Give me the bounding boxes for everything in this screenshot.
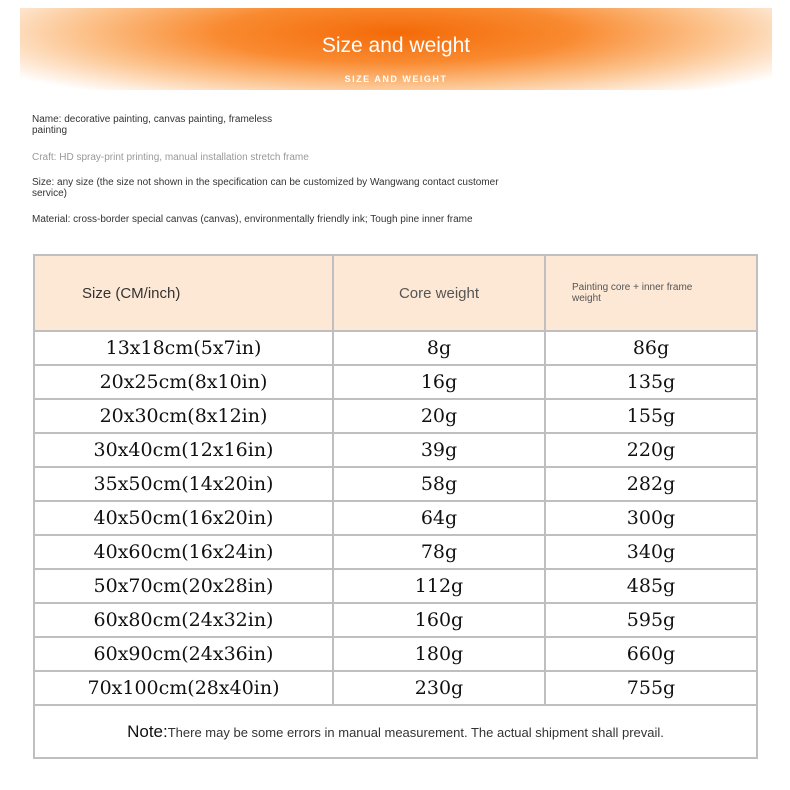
total-weight-cell: 155g [545,399,757,433]
size-info-line1: Size: any size (the size not shown in the specification can be customized by Wangwang contact customer [32,177,499,188]
core-weight-cell: 16g [333,365,545,399]
total-weight-cell: 660g [545,637,757,671]
total-weight-cell: 755g [545,671,757,705]
core-weight-cell: 160g [333,603,545,637]
table-row [34,467,757,501]
size-cell: 60x90cm(24x36in) [34,637,333,671]
total-weight-cell: 282g [545,467,757,501]
table-row [34,433,757,467]
banner-title: Size and weight [321,34,471,57]
product-name-line1: Name: decorative painting, canvas painting, frameless [32,114,273,125]
core-weight-cell: 112g [333,569,545,603]
note-row [34,705,757,758]
header-size: Size (CM/inch) [34,255,333,331]
total-weight-cell: 595g [545,603,757,637]
core-weight-cell: 78g [333,535,545,569]
total-weight-cell: 220g [545,433,757,467]
table-row [34,331,757,365]
size-cell: 40x50cm(16x20in) [34,501,333,535]
table-header-row [34,255,757,331]
note-text: There may be some errors in manual measurement. The actual shipment shall prevail. [167,724,664,740]
table-row [34,671,757,705]
material-info: Material: cross-border special canvas (canvas), environmentally friendly ink; Tough pine inner frame [32,214,473,225]
core-weight-cell: 58g [333,467,545,501]
size-cell: 70x100cm(28x40in) [34,671,333,705]
header-frame-weight-line1: Painting core + inner frame [572,282,693,293]
banner-subtitle: SIZE AND WEIGHT [344,74,448,84]
size-cell: 20x25cm(8x10in) [34,365,333,399]
core-weight-cell: 8g [333,331,545,365]
craft-info: Craft: HD spray-print printing, manual installation stretch frame [32,152,309,163]
table-row [34,501,757,535]
table-row [34,535,757,569]
total-weight-cell: 485g [545,569,757,603]
header-frame-weight-line2: weight [572,293,601,304]
size-cell: 35x50cm(14x20in) [34,467,333,501]
header-frame-weight [545,255,757,331]
size-info-line2: service) [32,188,68,199]
table-row [34,603,757,637]
core-weight-cell: 39g [333,433,545,467]
note-label: Note: [127,721,168,741]
product-name-info [32,114,272,136]
total-weight-cell: 340g [545,535,757,569]
size-cell: 30x40cm(12x16in) [34,433,333,467]
size-cell: 40x60cm(16x24in) [34,535,333,569]
total-weight-cell: 86g [545,331,757,365]
note-cell [34,705,757,758]
size-cell: 20x30cm(8x12in) [34,399,333,433]
total-weight-cell: 300g [545,501,757,535]
table-row [34,569,757,603]
size-weight-table [33,254,758,759]
size-info [32,177,499,199]
header-core-weight: Core weight [333,255,545,331]
table-row [34,365,757,399]
core-weight-cell: 64g [333,501,545,535]
size-cell: 13x18cm(5x7in) [34,331,333,365]
table-row [34,637,757,671]
total-weight-cell: 135g [545,365,757,399]
table-row [34,399,757,433]
size-cell: 50x70cm(20x28in) [34,569,333,603]
title-banner [20,8,772,90]
size-cell: 60x80cm(24x32in) [34,603,333,637]
core-weight-cell: 230g [333,671,545,705]
core-weight-cell: 20g [333,399,545,433]
product-name-line2: painting [32,125,68,136]
core-weight-cell: 180g [333,637,545,671]
